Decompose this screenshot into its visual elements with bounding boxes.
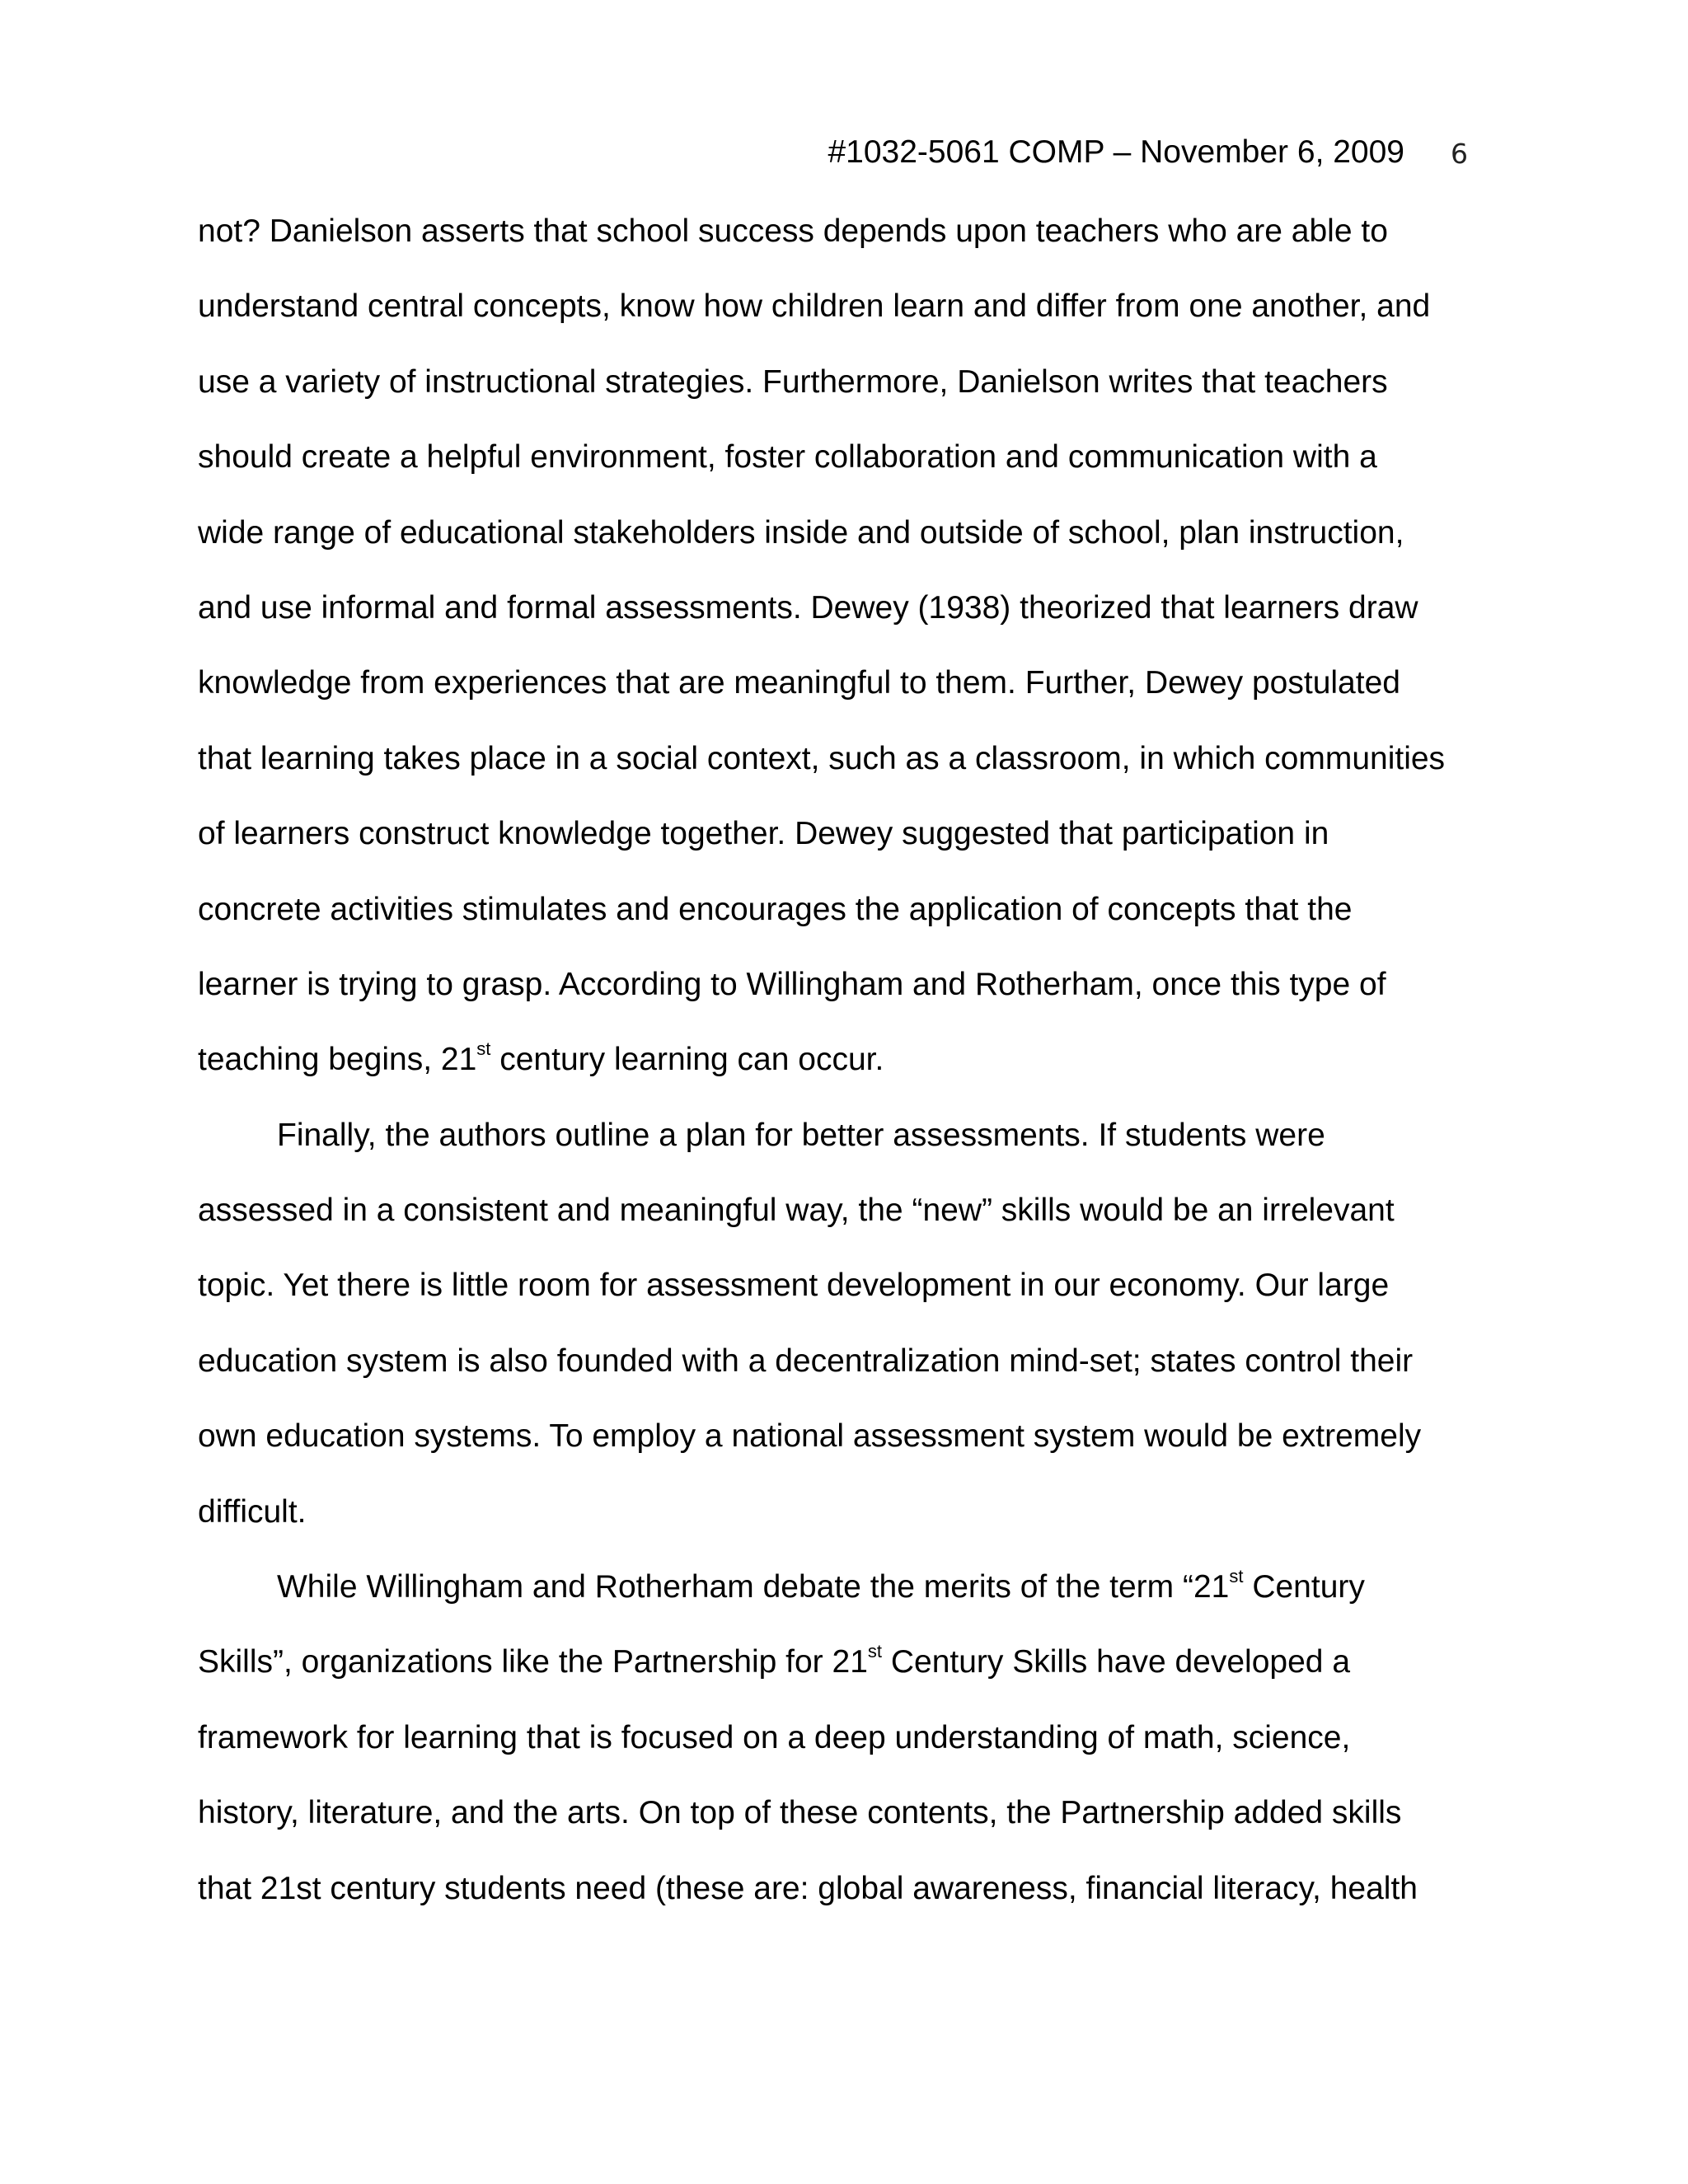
text-segment: Century Skills have developed a (882, 1644, 1351, 1680)
text-line: learner is trying to grasp. According to Willingham and Rotherham, once this type of (198, 966, 1386, 1002)
paragraph-first-line: Finally, the authors outline a plan for better assessments. If students were (277, 1117, 1325, 1153)
text-line: assessed in a consistent and meaningful way, the “new” skills would be an irrelevant (198, 1193, 1395, 1229)
text-line: knowledge from experiences that are meaningful to them. Further, Dewey postulated (198, 665, 1400, 701)
text-segment: While Willingham and Rotherham debate the merits of the term “21 (277, 1569, 1230, 1605)
text-line: concrete activities stimulates and encourages the application of concepts that the (198, 891, 1353, 927)
text-line: not? Danielson asserts that school success depends upon teachers who are able to (198, 213, 1388, 249)
text-line: that 21st century students need (these are: global awareness, financial literacy, health (198, 1870, 1418, 1906)
text-line: should create a helpful environment, foster collaboration and communication with a (198, 439, 1377, 476)
paragraph-first-line (198, 1549, 1500, 1624)
superscript: st (867, 1641, 883, 1662)
superscript: st (476, 1038, 491, 1060)
text-line: use a variety of instructional strategies. Furthermore, Danielson writes that teachers (198, 363, 1388, 400)
text-line: understand central concepts, know how children learn and differ from one another, and (198, 288, 1431, 325)
running-header (0, 132, 1688, 173)
text-segment: teaching begins, 21 (198, 1042, 477, 1078)
text-line: that learning takes place in a social context, such as a classroom, in which communities (198, 740, 1446, 776)
text-line: topic. Yet there is little room for assessment development in our economy. Our large (198, 1268, 1390, 1304)
text-line: education system is also founded with a decentralization mind-set; states control their (198, 1343, 1414, 1379)
text-line: own education systems. To employ a national assessment system would be extremely (198, 1418, 1422, 1455)
header-title: #1032-5061 COMP – November 6, 2009 (828, 134, 1404, 170)
text-line (198, 1022, 1500, 1097)
text-line (198, 1624, 1500, 1699)
text-line: and use informal and formal assessments. Dewey (1938) theorized that learners draw (198, 589, 1418, 626)
text-line: difficult. (198, 1493, 307, 1530)
superscript: st (1229, 1566, 1244, 1587)
body-text (198, 194, 1500, 1926)
text-line: of learners construct knowledge together. Dewey suggested that participation in (198, 816, 1329, 852)
text-segment: Skills”, organizations like the Partnership for 21 (198, 1644, 868, 1680)
page-number: 6 (1451, 138, 1468, 170)
text-segment: century learning can occur. (490, 1042, 884, 1078)
text-segment: Century (1243, 1569, 1365, 1605)
text-line: wide range of educational stakeholders inside and outside of school, plan instruction, (198, 514, 1404, 551)
text-line: history, literature, and the arts. On top of these contents, the Partnership added skills (198, 1795, 1402, 1831)
text-line: framework for learning that is focused on a deep understanding of math, science, (198, 1719, 1351, 1755)
